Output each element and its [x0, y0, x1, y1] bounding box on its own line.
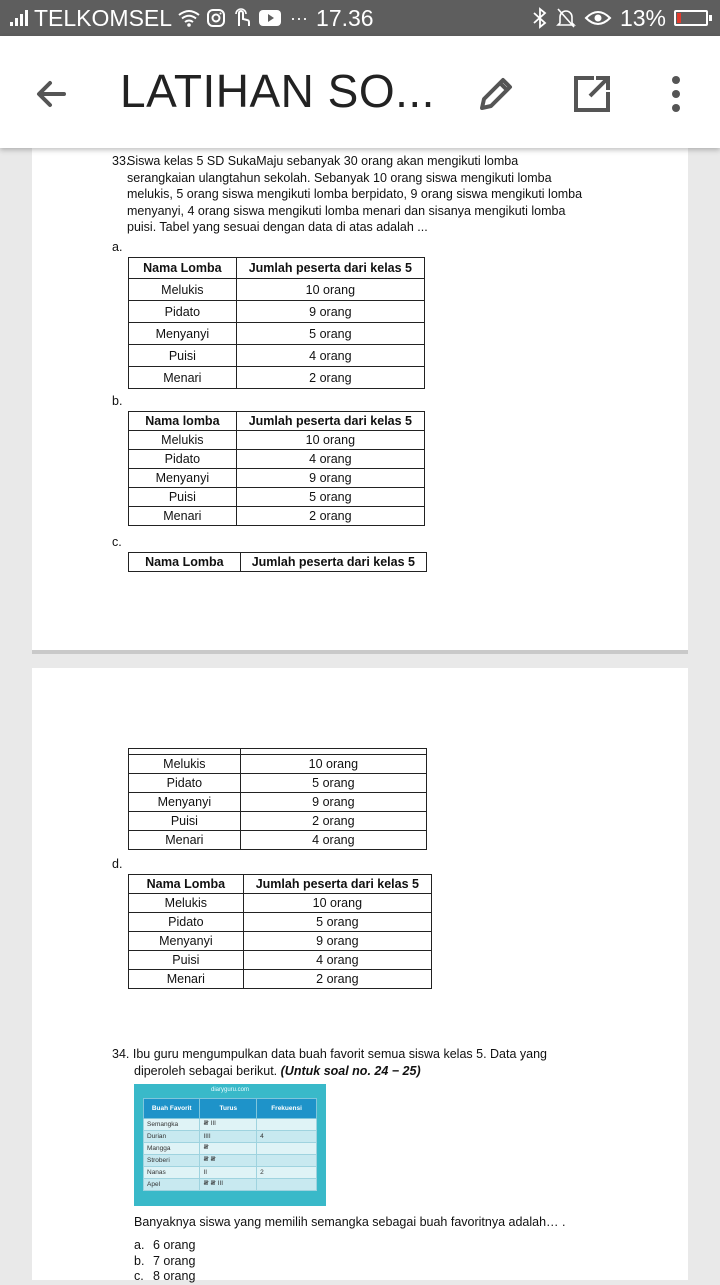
- table-row: [129, 469, 425, 488]
- table-cell: Puisi: [129, 488, 237, 507]
- table-row: [129, 774, 427, 793]
- table-cell: Menari: [129, 970, 244, 989]
- option-d-label: d.: [112, 857, 123, 871]
- bluetooth-icon: [532, 7, 548, 29]
- question-line: Ibu guru mengumpulkan data buah favorit semua siswa kelas 5. Data yang: [132, 1047, 548, 1061]
- table-row: [129, 507, 425, 526]
- question-line: serangkaian ulangtahun sekolah. Sebanyak 10 orang siswa mengikuti lomba: [127, 170, 552, 185]
- table-cell: Durian: [144, 1131, 200, 1143]
- open-external-icon[interactable]: [568, 70, 616, 118]
- table-cell: Pidato: [129, 774, 241, 793]
- table-cell: II: [200, 1167, 257, 1179]
- table-header-cell: Frekuensi: [257, 1099, 317, 1119]
- table-header-cell: Jumlah peserta dari kelas 5: [236, 412, 424, 431]
- battery-level-fill: [677, 13, 681, 23]
- table-cell: Apel: [144, 1179, 200, 1191]
- battery-percent: 13%: [619, 4, 666, 31]
- table-cell: 5 orang: [236, 323, 424, 345]
- table-cell: 10 orang: [236, 431, 424, 450]
- table-header-cell: Nama Lomba: [129, 258, 237, 279]
- table-header-cell: Jumlah peserta dari kelas 5: [240, 553, 426, 572]
- table-row: [129, 367, 425, 389]
- table-cell: [257, 1119, 317, 1131]
- table-cell: 2 orang: [240, 812, 426, 831]
- table-cell: Pidato: [129, 301, 237, 323]
- table-cell: 5 orang: [236, 488, 424, 507]
- question-number: 34.: [112, 1047, 130, 1061]
- table-row: [129, 831, 427, 850]
- table-cell: 10 orang: [243, 894, 431, 913]
- option-c-label: c.: [112, 535, 122, 549]
- status-bar: [0, 0, 720, 36]
- table-row: [144, 1155, 317, 1167]
- table-row: [129, 812, 427, 831]
- table-header-cell: Nama Lomba: [129, 875, 244, 894]
- page-separator: [32, 650, 688, 654]
- table-row: [129, 323, 425, 345]
- question-line: Siswa kelas 5 SD SukaMaju sebanyak 30 orang akan mengikuti lomba: [127, 154, 519, 168]
- table-cell: 𝍸 III: [200, 1119, 257, 1131]
- question-line: melukis, 5 orang siswa mengikuti lomba berpidato, 9 orang siswa mengikuti lomba: [127, 187, 583, 201]
- question-34-prompt: Banyaknya siswa yang memilih semangka sebagai buah favoritnya adalah… .: [134, 1215, 566, 1229]
- document-page-1: [32, 148, 688, 650]
- table-cell: 4 orang: [236, 345, 424, 367]
- table-header-cell: Jumlah peserta dari kelas 5: [243, 875, 431, 894]
- youtube-icon: [258, 9, 282, 27]
- question-line: diperoleh sebagai berikut.: [134, 1063, 278, 1078]
- table-cell: Melukis: [129, 431, 237, 450]
- table-cell: Puisi: [129, 345, 237, 367]
- question-line: menyanyi, 4 orang siswa mengikuti lomba menari dan sisanya mengikuti lomba: [127, 203, 566, 218]
- table-cell: 4 orang: [243, 951, 431, 970]
- table-header-row: [129, 258, 425, 279]
- table-cell: Melukis: [129, 279, 237, 301]
- option-b-label: b.: [112, 394, 123, 408]
- table-header-cell: Buah Favorit: [144, 1099, 200, 1119]
- table-cell: 4 orang: [236, 450, 424, 469]
- question-line: puisi. Tabel yang sesuai dengan data di atas adalah ...: [127, 220, 428, 234]
- table-row: [129, 450, 425, 469]
- question-34-choices: [134, 1238, 195, 1285]
- question-34-text: [112, 1046, 582, 1079]
- table-cell: 4 orang: [240, 831, 426, 850]
- image-watermark: diaryguru.com: [210, 1087, 249, 1093]
- table-header-row: [129, 553, 427, 572]
- table-row: [129, 755, 427, 774]
- table-header-cell: Nama lomba: [129, 412, 237, 431]
- wifi-icon: [178, 9, 200, 27]
- table-cell: Puisi: [129, 951, 244, 970]
- table-cell: Mangga: [144, 1143, 200, 1155]
- table-cell: Stroberi: [144, 1155, 200, 1167]
- table-cell: Menyanyi: [129, 469, 237, 488]
- eye-comfort-icon: [584, 9, 612, 27]
- table-row: [129, 431, 425, 450]
- fruit-tally-table: [143, 1098, 317, 1191]
- touch-app-icon: [232, 8, 252, 28]
- table-header-row: [129, 875, 432, 894]
- table-cell: IIII: [200, 1131, 257, 1143]
- table-cell: 2 orang: [236, 367, 424, 389]
- table-row: [129, 951, 432, 970]
- document-page-2: [32, 668, 688, 1283]
- table-cell: 10 orang: [240, 755, 426, 774]
- table-cell: 9 orang: [236, 301, 424, 323]
- option-c-table-header: [128, 552, 427, 572]
- table-cell: 9 orang: [236, 469, 424, 488]
- option-a-label: a.: [112, 240, 123, 254]
- question-33-text: [112, 153, 609, 236]
- table-cell: 9 orang: [243, 932, 431, 951]
- table-cell: 2 orang: [236, 507, 424, 526]
- option-c-table-body: [128, 748, 427, 850]
- table-header-row: [129, 412, 425, 431]
- table-row: [129, 301, 425, 323]
- battery-icon: [674, 10, 708, 26]
- table-cell: Pidato: [129, 913, 244, 932]
- table-cell: Menari: [129, 367, 237, 389]
- table-cell: 𝍸 𝍸: [200, 1155, 257, 1167]
- option-d-table: [128, 874, 432, 989]
- table-cell: 9 orang: [240, 793, 426, 812]
- table-cell: Pidato: [129, 450, 237, 469]
- table-row: [144, 1167, 317, 1179]
- table-cell: 5 orang: [243, 913, 431, 932]
- table-row: [129, 488, 425, 507]
- table-row: [129, 913, 432, 932]
- table-cell: [257, 1143, 317, 1155]
- table-cell: Nanas: [144, 1167, 200, 1179]
- back-arrow-icon[interactable]: [28, 70, 76, 118]
- table-header-row: [144, 1099, 317, 1119]
- table-row: [144, 1119, 317, 1131]
- option-a-table: [128, 257, 425, 389]
- more-vert-icon[interactable]: [660, 70, 692, 118]
- table-row: [129, 970, 432, 989]
- table-cell: Menari: [129, 507, 237, 526]
- carrier-name: TELKOMSEL: [34, 4, 173, 31]
- fruit-favorite-image: [134, 1084, 326, 1206]
- table-cell: 10 orang: [236, 279, 424, 301]
- table-cell: Melukis: [129, 755, 241, 774]
- table-header-cell: Nama Lomba: [129, 553, 241, 572]
- option-b-table: [128, 411, 425, 526]
- document-title: LATIHAN SO...: [120, 65, 435, 117]
- table-cell: [257, 1179, 317, 1191]
- choice-c[interactable]: c. 8 orang: [134, 1269, 196, 1283]
- table-row: [129, 793, 427, 812]
- question-number: 33.: [112, 154, 130, 168]
- table-cell: 𝍸: [200, 1143, 257, 1155]
- notifications-off-icon: [556, 7, 576, 29]
- table-cell: Menyanyi: [129, 323, 237, 345]
- table-cell: 5 orang: [240, 774, 426, 793]
- table-row: [144, 1143, 317, 1155]
- instagram-icon: [206, 8, 226, 28]
- table-cell: Menyanyi: [129, 793, 241, 812]
- clock: 17.36: [316, 4, 374, 31]
- more-notifications-icon: ···: [290, 7, 309, 28]
- table-row: [129, 894, 432, 913]
- table-row: [144, 1179, 317, 1191]
- table-cell: 4: [257, 1131, 317, 1143]
- table-cell: Menyanyi: [129, 932, 244, 951]
- choice-a[interactable]: a. 6 orang: [134, 1238, 196, 1252]
- table-row: [129, 279, 425, 301]
- signal-icon: [10, 10, 28, 26]
- table-cell: 𝍸 𝍸 III: [200, 1179, 257, 1191]
- choice-b[interactable]: b. 7 orang: [134, 1253, 196, 1268]
- table-cell: 2 orang: [243, 970, 431, 989]
- table-cell: Menari: [129, 831, 241, 850]
- question-note: (Untuk soal no. 24 − 25): [280, 1063, 421, 1078]
- table-row: [129, 345, 425, 367]
- table-row: [129, 932, 432, 951]
- table-header-cell: Jumlah peserta dari kelas 5: [236, 258, 424, 279]
- pencil-icon[interactable]: [472, 70, 520, 118]
- table-header-cell: Turus: [200, 1099, 257, 1119]
- app-bar: [0, 36, 720, 148]
- table-row: [144, 1131, 317, 1143]
- table-cell: [257, 1155, 317, 1167]
- table-cell: Semangka: [144, 1119, 200, 1131]
- table-cell: 2: [257, 1167, 317, 1179]
- table-cell: Puisi: [129, 812, 241, 831]
- table-cell: Melukis: [129, 894, 244, 913]
